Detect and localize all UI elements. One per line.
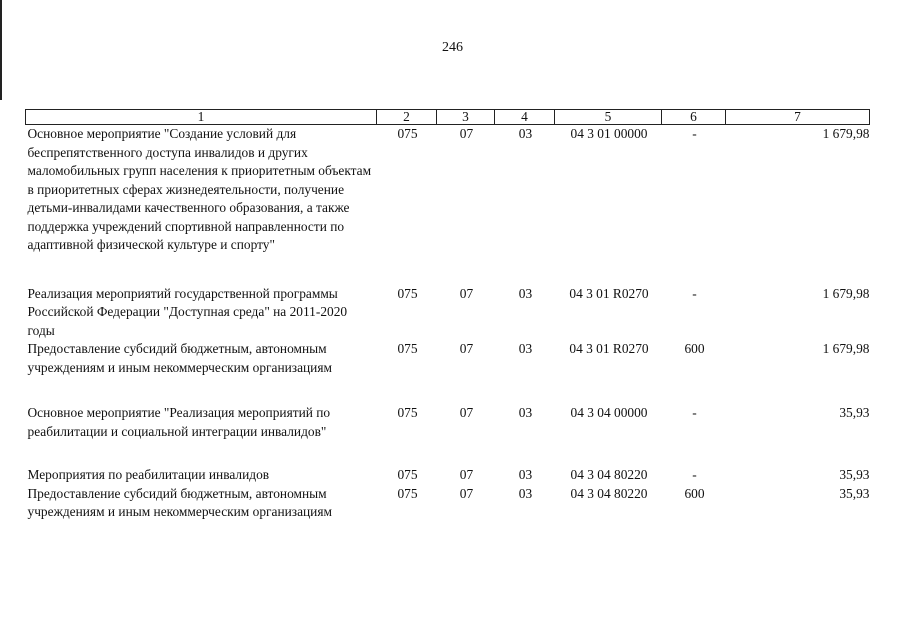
row-amount: 1 679,98 [822, 126, 870, 141]
row-expense-type: - [692, 126, 697, 141]
row-section: 07 [459, 341, 474, 356]
header-col-5: 5 [555, 110, 662, 125]
row-spacer [26, 255, 870, 285]
row-expense-type: - [692, 405, 697, 420]
row-section: 07 [459, 405, 474, 420]
row-subsection: 03 [518, 485, 533, 501]
header-col-2: 2 [377, 110, 437, 125]
row-spacer [26, 441, 870, 466]
row-section: 07 [459, 467, 474, 482]
header-col-6: 6 [662, 110, 726, 125]
row-ministry: 075 [397, 285, 418, 301]
row-expense-type: 600 [684, 341, 705, 356]
header-row [26, 110, 870, 125]
table-row [26, 404, 870, 441]
row-subsection: 03 [518, 405, 533, 420]
row-section: 07 [459, 285, 474, 301]
table-row [26, 285, 870, 341]
row-amount: 35,93 [839, 467, 870, 482]
row-ministry: 075 [397, 467, 418, 482]
row-ministry: 075 [397, 485, 418, 501]
row-name: Предоставление субсидий бюджетным, автономным учреждениям и иным некоммерческим организациям [27, 341, 332, 375]
row-name: Основное мероприятие "Создание условий для беспрепятственного доступа инвалидов и других маломобильных групп населения к приоритетным объектам в приоритетных сферах жизнедеятельности, получение детьми-инвалидами качественного образования, а также поддержка учреждений спортивной направленности по адаптивной физической культуре и спорту" [27, 126, 372, 252]
row-name: Предоставление субсидий бюджетным, автономным учреждениям и иным некоммерческим организациям [27, 485, 332, 519]
row-target: 04 3 04 00000 [570, 405, 648, 420]
row-subsection: 03 [518, 341, 533, 356]
row-amount: 35,93 [839, 485, 870, 501]
row-name: Основное мероприятие "Реализация мероприятий по реабилитации и социальной интеграции инвалидов" [27, 405, 331, 439]
row-amount: 35,93 [839, 405, 870, 420]
row-subsection: 03 [518, 126, 533, 141]
header-col-1: 1 [26, 110, 377, 125]
row-subsection: 03 [518, 285, 533, 301]
row-section: 07 [459, 485, 474, 501]
row-section: 07 [459, 126, 474, 141]
row-target: 04 3 01 R0270 [569, 341, 649, 356]
row-ministry: 075 [397, 341, 418, 356]
page-number: 246 [442, 40, 463, 55]
table-row [26, 340, 870, 377]
table-row [26, 466, 870, 485]
row-target: 04 3 01 R0270 [569, 285, 649, 301]
row-amount: 1 679,98 [822, 285, 870, 301]
row-target: 04 3 04 80220 [570, 467, 648, 482]
row-ministry: 075 [397, 405, 418, 420]
table-row [26, 125, 870, 255]
row-target: 04 3 04 80220 [570, 485, 648, 501]
row-target: 04 3 01 00000 [570, 126, 648, 141]
header-col-3: 3 [437, 110, 495, 125]
table-header [26, 110, 870, 125]
budget-table [25, 109, 870, 522]
row-subsection: 03 [518, 467, 533, 482]
row-expense-type: - [692, 467, 697, 482]
row-spacer [26, 377, 870, 404]
table-row [26, 485, 870, 522]
row-name: Мероприятия по реабилитации инвалидов [27, 467, 270, 482]
header-col-4: 4 [495, 110, 555, 125]
row-amount: 1 679,98 [822, 341, 870, 356]
table-body [26, 125, 870, 522]
row-expense-type: - [692, 285, 697, 301]
row-ministry: 075 [397, 126, 418, 141]
row-expense-type: 600 [684, 485, 705, 501]
row-name: Реализация мероприятий государственной программы Российской Федерации "Доступная среда" на 2011-2020 годы [27, 285, 348, 338]
header-col-7: 7 [726, 110, 870, 125]
